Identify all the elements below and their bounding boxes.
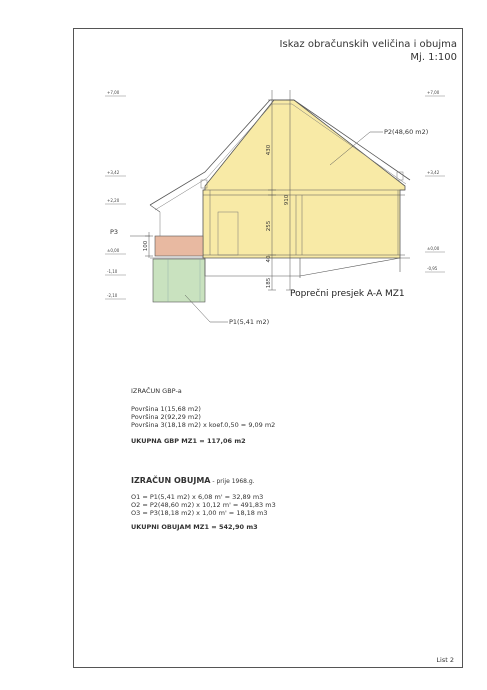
p1-basement-area <box>153 259 205 302</box>
level-marker: -2,10 <box>107 293 118 298</box>
gbp-line: Površina 2(92,29 m2) <box>131 413 201 421</box>
sheet-scale: Mj. 1:100 <box>410 52 457 63</box>
gbp-line: Površina 1(15,68 m2) <box>131 405 201 413</box>
leanto-roof-edge <box>150 205 160 212</box>
gbp-heading: IZRAČUN GBP-a <box>131 387 182 395</box>
level-marker: -0,95 <box>427 266 438 271</box>
level-marker: ±0,00 <box>427 246 440 251</box>
p3-label: P3 <box>110 228 119 236</box>
section-label: Poprečni presjek A-A MZ1 <box>290 289 405 299</box>
level-markers-left <box>105 90 126 299</box>
obujam-heading: IZRAČUN OBUJMA <box>131 476 211 485</box>
obujam-heading-row <box>131 476 255 485</box>
dim-p3-height: 100 <box>143 240 149 252</box>
dim-roof-height: 430 <box>266 144 272 156</box>
obujam-line: O3 = P3(18,18 m2) x 1,00 m' = 18,18 m3 <box>131 509 268 517</box>
level-marker: -1,10 <box>107 269 118 274</box>
obujam-line: O1 = P1(5,41 m2) x 6,08 m' = 32,89 m3 <box>131 493 264 501</box>
gbp-total: UKUPNA GBP MZ1 = 117,06 m2 <box>131 437 246 445</box>
p1-label: P1(5,41 m2) <box>229 318 270 326</box>
dim-floor-height: 255 <box>266 220 272 232</box>
obujam-total: UKUPNI OBUJAM MZ1 = 542,90 m3 <box>131 523 258 531</box>
dim-mid-height: 40 <box>266 255 272 263</box>
level-marker: +7,00 <box>427 90 440 95</box>
obujam-subheading: - prije 1968.g. <box>210 478 255 485</box>
level-marker: +2,20 <box>107 198 120 203</box>
obujam-line: O2 = P2(48,60 m2) x 10,12 m' = 491,83 m3 <box>131 501 276 509</box>
house-section-fill <box>203 100 405 258</box>
level-marker: +3,42 <box>107 170 120 175</box>
level-markers-right <box>425 90 445 272</box>
p2-label: P2(48,60 m2) <box>384 128 429 136</box>
level-marker: ±0,00 <box>107 248 120 253</box>
page-number: List 2 <box>436 656 454 664</box>
level-marker: +7,00 <box>107 90 120 95</box>
sheet-title: Iskaz obračunskih veličina i obujma <box>279 39 457 50</box>
dim-basement-height: 185 <box>266 277 272 289</box>
p3-area <box>155 236 203 256</box>
dim-total-height: 910 <box>284 194 290 206</box>
gbp-line: Površina 3(18,18 m2) x koef.0,50 = 9,09 m2 <box>131 421 276 429</box>
level-marker: +3,42 <box>427 170 440 175</box>
